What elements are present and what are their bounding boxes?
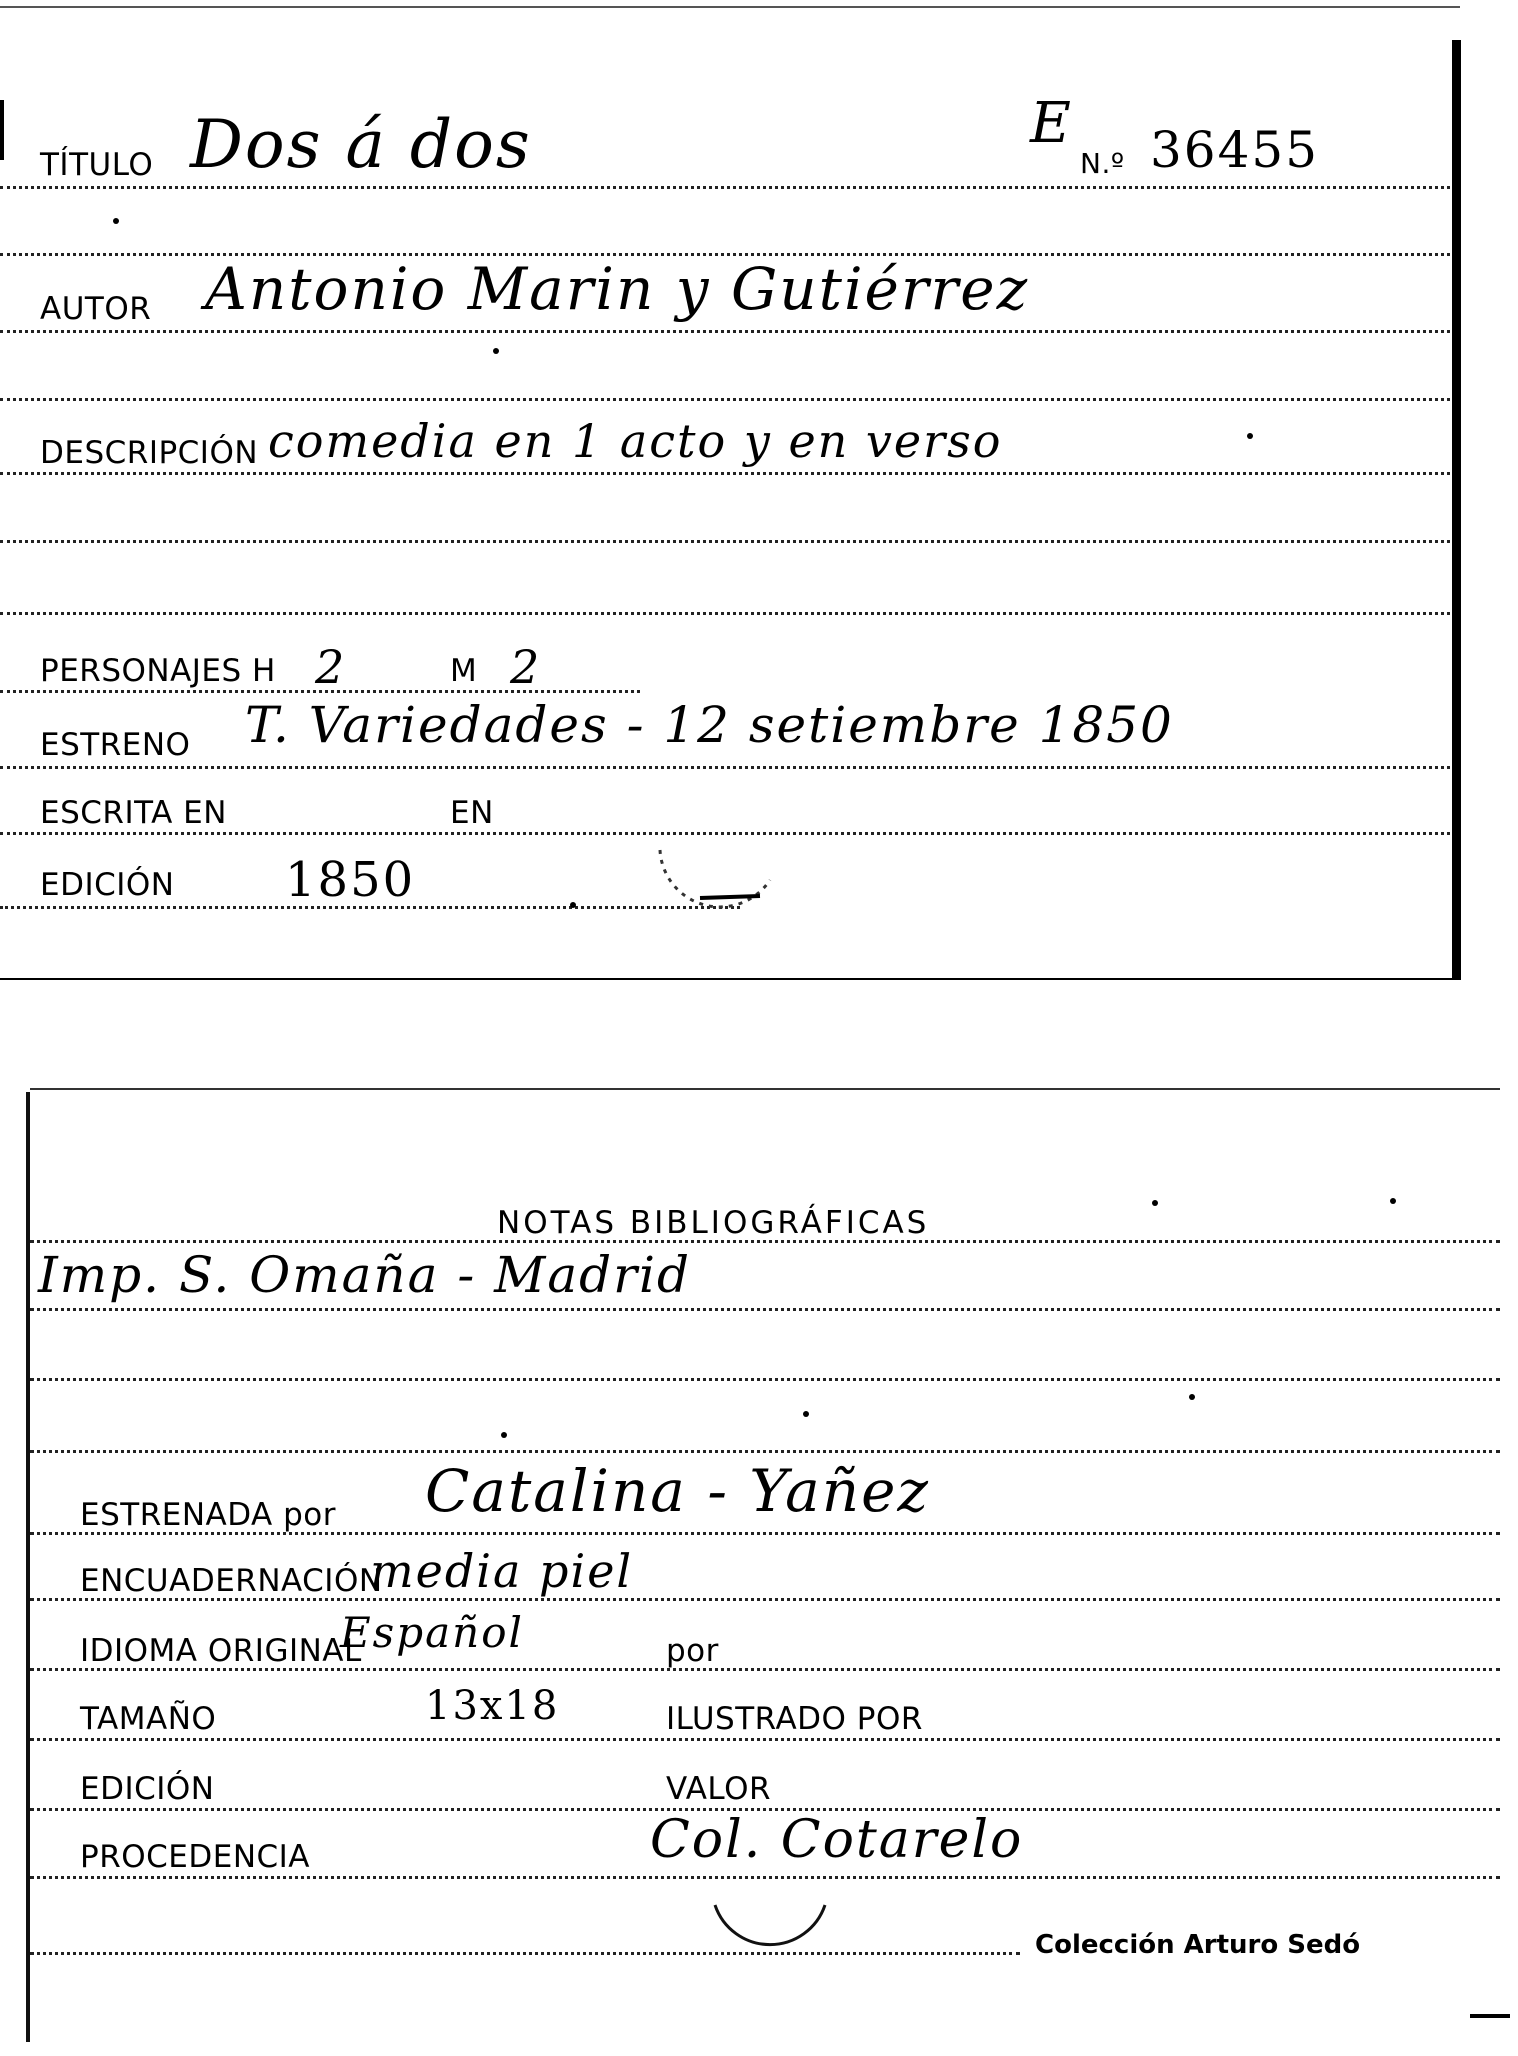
edicion-value: 1850 [285,852,416,908]
edicion-label: EDICIÓN [40,867,175,903]
estrenada-rule [30,1532,1500,1535]
personajes-m-label: M [450,653,478,689]
speck [1152,1200,1158,1206]
tamano-label: TAMAÑO [80,1701,217,1737]
numero-value: 36455 [1150,121,1320,179]
back-edicion-label: EDICIÓN [80,1771,215,1807]
card-front-right-edge [1452,40,1461,980]
faint-stamp-circle-back [690,1800,840,1960]
idioma-value: Español [340,1608,524,1657]
titulo-label: TÍTULO [40,147,154,183]
autor-rule [0,330,1450,333]
back-blank-rule-1 [30,1378,1500,1381]
blank-rule-3 [0,540,1450,543]
card-back-bottom-tick [1470,2014,1510,2018]
autor-value: Antonio Marin y Gutiérrez [205,255,1030,323]
personajes-rule [0,690,640,693]
faint-stamp-circle [640,770,790,920]
procedencia-value: Col. Cotarelo [650,1810,1024,1870]
back-blank-rule-2 [30,1450,1500,1453]
titulo-value: Dos á dos [190,106,532,183]
valor-label: VALOR [666,1771,772,1807]
blank-rule-4 [0,612,1450,615]
card-front-left-tick [0,100,4,160]
speck [493,348,499,354]
estreno-rule [0,766,1450,769]
personajes-label: PERSONAJES H [40,653,276,689]
autor-label: AUTOR [40,291,152,327]
speck [1247,433,1253,439]
speck [113,218,119,224]
descripcion-value: comedia en 1 acto y en verso [268,414,1003,468]
tamano-value: 13x18 [425,1683,560,1729]
tamano-rule [30,1738,1500,1741]
descripcion-label: DESCRIPCIÓN [40,435,259,471]
personajes-h-value: 2 [315,640,347,694]
numero-prefix: E [1030,91,1073,156]
estrenada-value: Catalina - Yañez [425,1457,930,1525]
edicion-rule [0,906,740,909]
card-back-top-edge [30,1088,1500,1090]
titulo-rule [0,186,1450,189]
encuadernacion-value: media piel [370,1544,634,1598]
procedencia-label: PROCEDENCIA [80,1839,311,1875]
card-back-left-edge [26,1092,30,2042]
numero-label: N.º [1080,147,1125,180]
speck [570,902,576,908]
notas-heading: NOTAS BIBLIOGRÁFICAS [497,1205,930,1241]
por-label: por [666,1633,719,1669]
blank-rule-2 [0,398,1450,401]
coleccion-stamp: Colección Arturo Sedó [1035,1930,1361,1960]
speck [803,1411,809,1417]
speck [501,1432,507,1438]
speck [1189,1394,1195,1400]
estreno-label: ESTRENO [40,727,191,763]
heading-rule [30,1240,1500,1243]
encuadernacion-label: ENCUADERNACIÓN [80,1563,383,1599]
estreno-value: T. Variedades - 12 setiembre 1850 [245,696,1174,754]
estrenada-label: ESTRENADA por [80,1497,336,1533]
back-blank-rule-3 [30,1952,1020,1955]
escrita-en-label: ESCRITA EN [40,795,227,831]
card-front-top-edge [0,6,1460,8]
card-front-bottom-edge [0,978,1460,980]
speck [1390,1198,1396,1204]
idioma-rule [30,1668,1500,1671]
personajes-m-value: 2 [510,640,542,694]
idioma-label: IDIOMA ORIGINAL [80,1633,362,1669]
en-label: EN [450,795,494,831]
ilustrado-label: ILUSTRADO POR [666,1701,923,1737]
encuadernacion-rule [30,1598,1500,1601]
notas-rule [30,1308,1500,1311]
descripcion-rule [0,472,1450,475]
notas-value: Imp. S. Omaña - Madrid [38,1246,692,1304]
